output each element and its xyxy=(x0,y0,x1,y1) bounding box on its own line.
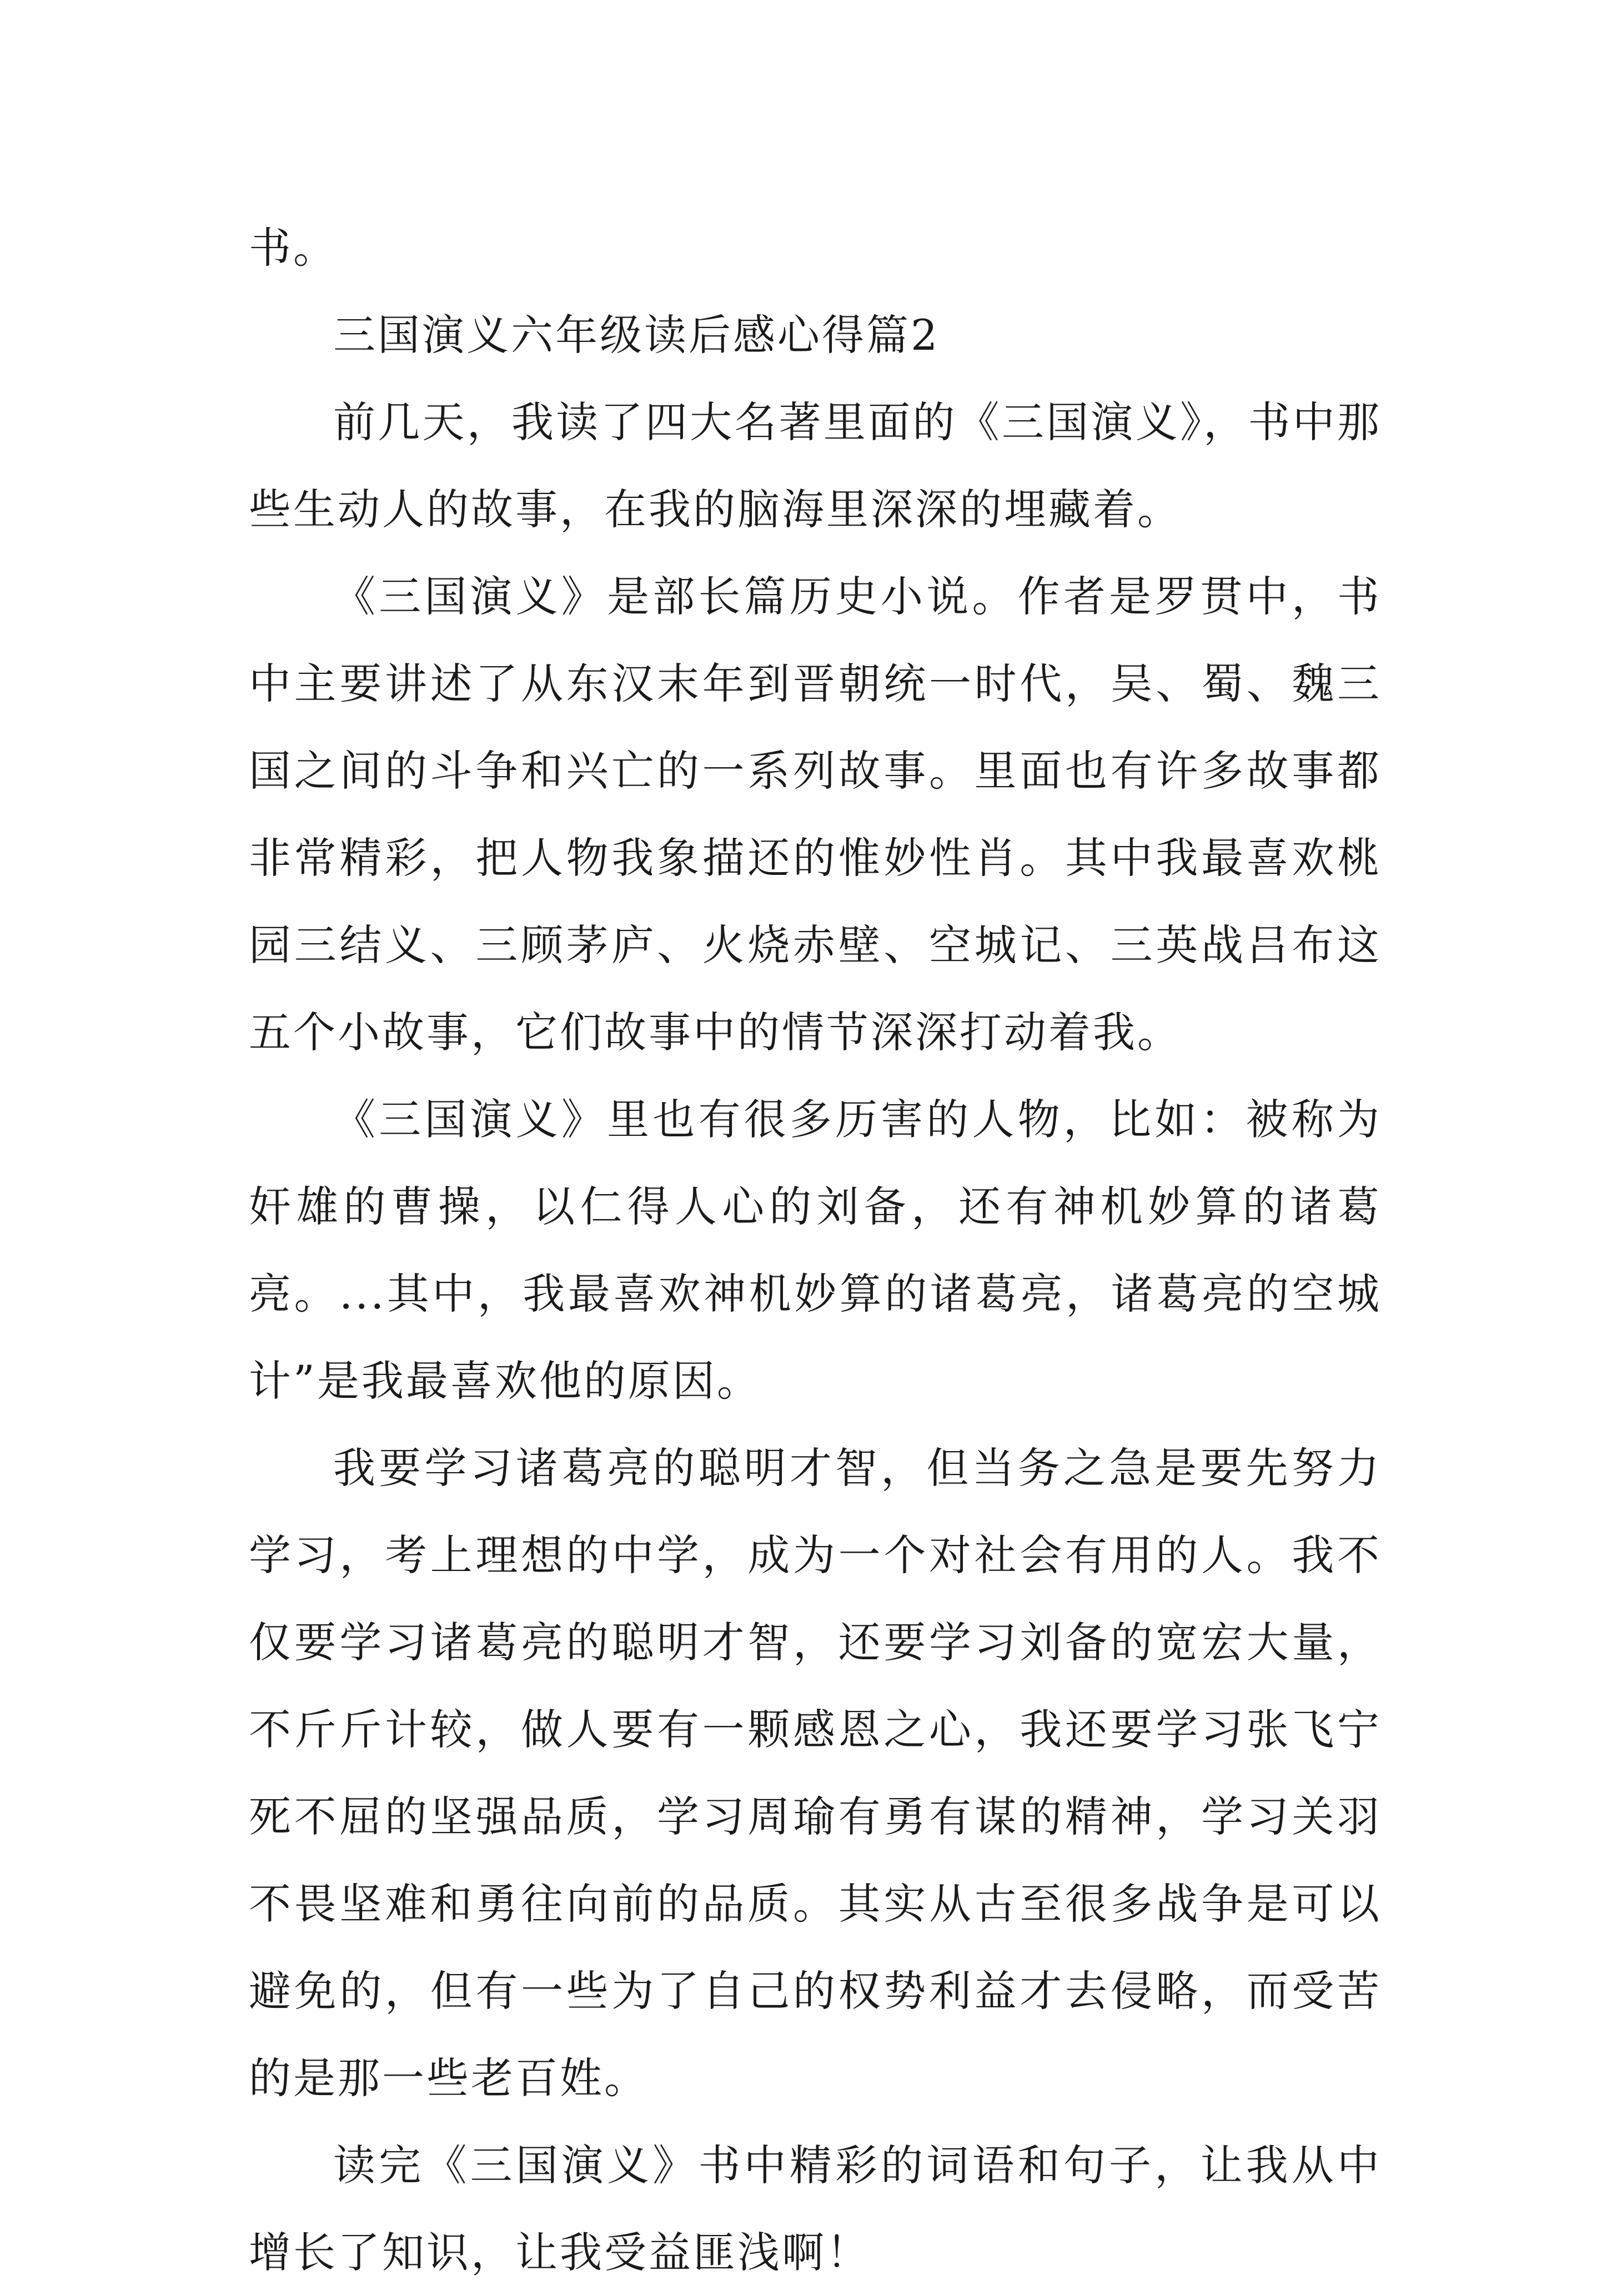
paragraph: 我要学习诸葛亮的聪明才智，但当务之急是要先努力学习，考上理想的中学，成为一个对社会有用的人。我不仅要学习诸葛亮的聪明才智，还要学习刘备的宽宏大量，不斤斤计较，做人要有一颗感恩之心，我还要学习张飞宁死不屈的坚强品质，学习周瑜有勇有谋的精神，学习关羽不畏坚难和勇往向前的品质。其实从古至很多战争是可以避免的，但有一些为了自己的权势利益才去侵略，而受苦的是那一些老百姓。 xyxy=(249,1443,1382,2103)
document-body xyxy=(249,204,1382,2296)
paragraph-continuation: 书。 xyxy=(249,223,338,273)
paragraph: 《三国演义》里也有很多历害的人物，比如：被称为奸雄的曹操，以仁得人心的刘备，还有神机妙算的诸葛亮。...其中，我最喜欢神机妙算的诸葛亮，诸葛亮的空城计”是我最喜欢他的原因。 xyxy=(249,1095,1382,1406)
paragraph: 前几天，我读了四大名著里面的《三国演义》，书中那些生动人的故事，在我的脑海里深深的埋藏着。 xyxy=(249,397,1382,534)
section-heading: 三国演义六年级读后感心得篇2 xyxy=(333,310,940,360)
paragraph: 《三国演义》是部长篇历史小说。作者是罗贯中，书中主要讲述了从东汉末年到晋朝统一时代，吴、蜀、魏三国之间的斗争和兴亡的一系列故事。里面也有许多故事都非常精彩，把人物我象描还的惟妙性肖。其中我最喜欢桃园三结义、三顾茅庐、火烧赤壁、空城记、三英战吕布这五个小故事，它们故事中的情节深深打动着我。 xyxy=(249,572,1382,1057)
paragraph: 读完《三国演义》书中精彩的词语和句子，让我从中增长了知识，让我受益匪浅啊！ xyxy=(249,2141,1382,2277)
